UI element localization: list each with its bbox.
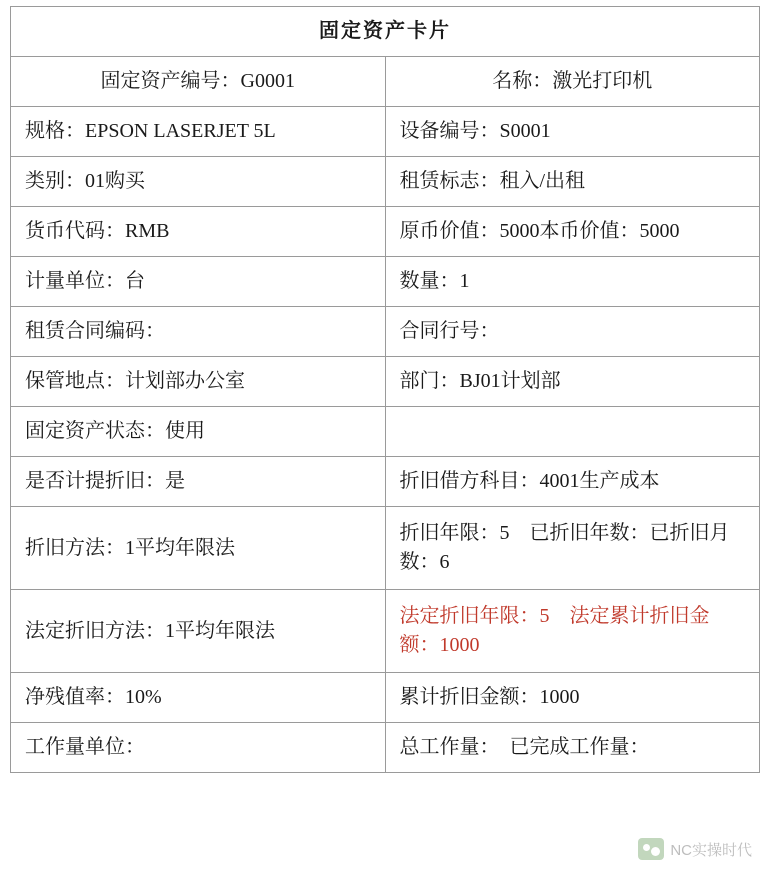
table-row <box>11 673 760 723</box>
cell-currency-code: 货币代码：RMB <box>11 207 386 257</box>
cell-original-value: 原币价值：5000本币价值：5000 <box>385 207 760 257</box>
table-row <box>11 207 760 257</box>
cell-statutory-depreciation-method: 法定折旧方法：1平均年限法 <box>11 590 386 673</box>
table-row <box>11 590 760 673</box>
table-row <box>11 407 760 457</box>
cell-workload-unit: 工作量单位： <box>11 723 386 773</box>
cell-specification: 规格：EPSON LASERJET 5L <box>11 107 386 157</box>
table-row <box>11 57 760 107</box>
cell-lease-contract-code: 租赁合同编码： <box>11 307 386 357</box>
cell-depreciation-method: 折旧方法：1平均年限法 <box>11 507 386 590</box>
table-row <box>11 107 760 157</box>
cell-empty <box>385 407 760 457</box>
cell-category: 类别：01购买 <box>11 157 386 207</box>
watermark <box>638 838 752 860</box>
cell-quantity: 数量：1 <box>385 257 760 307</box>
cell-device-code: 设备编号：S0001 <box>385 107 760 157</box>
table-title-row <box>11 7 760 57</box>
cell-net-salvage-rate: 净残值率：10% <box>11 673 386 723</box>
cell-asset-status: 固定资产状态：使用 <box>11 407 386 457</box>
page-title: 固定资产卡片 <box>11 7 760 57</box>
cell-total-workload: 总工作量： 已完成工作量： <box>385 723 760 773</box>
table-row <box>11 357 760 407</box>
cell-accumulated-depreciation: 累计折旧金额：1000 <box>385 673 760 723</box>
table-row <box>11 507 760 590</box>
cell-contract-line-no: 合同行号： <box>385 307 760 357</box>
cell-depreciation-flag: 是否计提折旧：是 <box>11 457 386 507</box>
table-row <box>11 723 760 773</box>
table-row <box>11 157 760 207</box>
cell-department: 部门：BJ01计划部 <box>385 357 760 407</box>
table-row <box>11 307 760 357</box>
cell-depreciation-years: 折旧年限：5 已折旧年数：已折旧月数：6 <box>385 507 760 590</box>
table-row <box>11 457 760 507</box>
leaf-logo-icon <box>638 838 664 860</box>
watermark-text: NC实操时代 <box>670 841 752 859</box>
cell-depreciation-debit-account: 折旧借方科目：4001生产成本 <box>385 457 760 507</box>
cell-custody-location: 保管地点：计划部办公室 <box>11 357 386 407</box>
fixed-asset-card-table <box>10 6 760 773</box>
cell-measure-unit: 计量单位：台 <box>11 257 386 307</box>
cell-asset-code: 固定资产编号：G0001 <box>11 57 386 107</box>
cell-statutory-depreciation-years: 法定折旧年限：5 法定累计折旧金额：1000 <box>385 590 760 673</box>
table-row <box>11 257 760 307</box>
cell-lease-flag: 租赁标志：租入/出租 <box>385 157 760 207</box>
cell-asset-name: 名称：激光打印机 <box>385 57 760 107</box>
